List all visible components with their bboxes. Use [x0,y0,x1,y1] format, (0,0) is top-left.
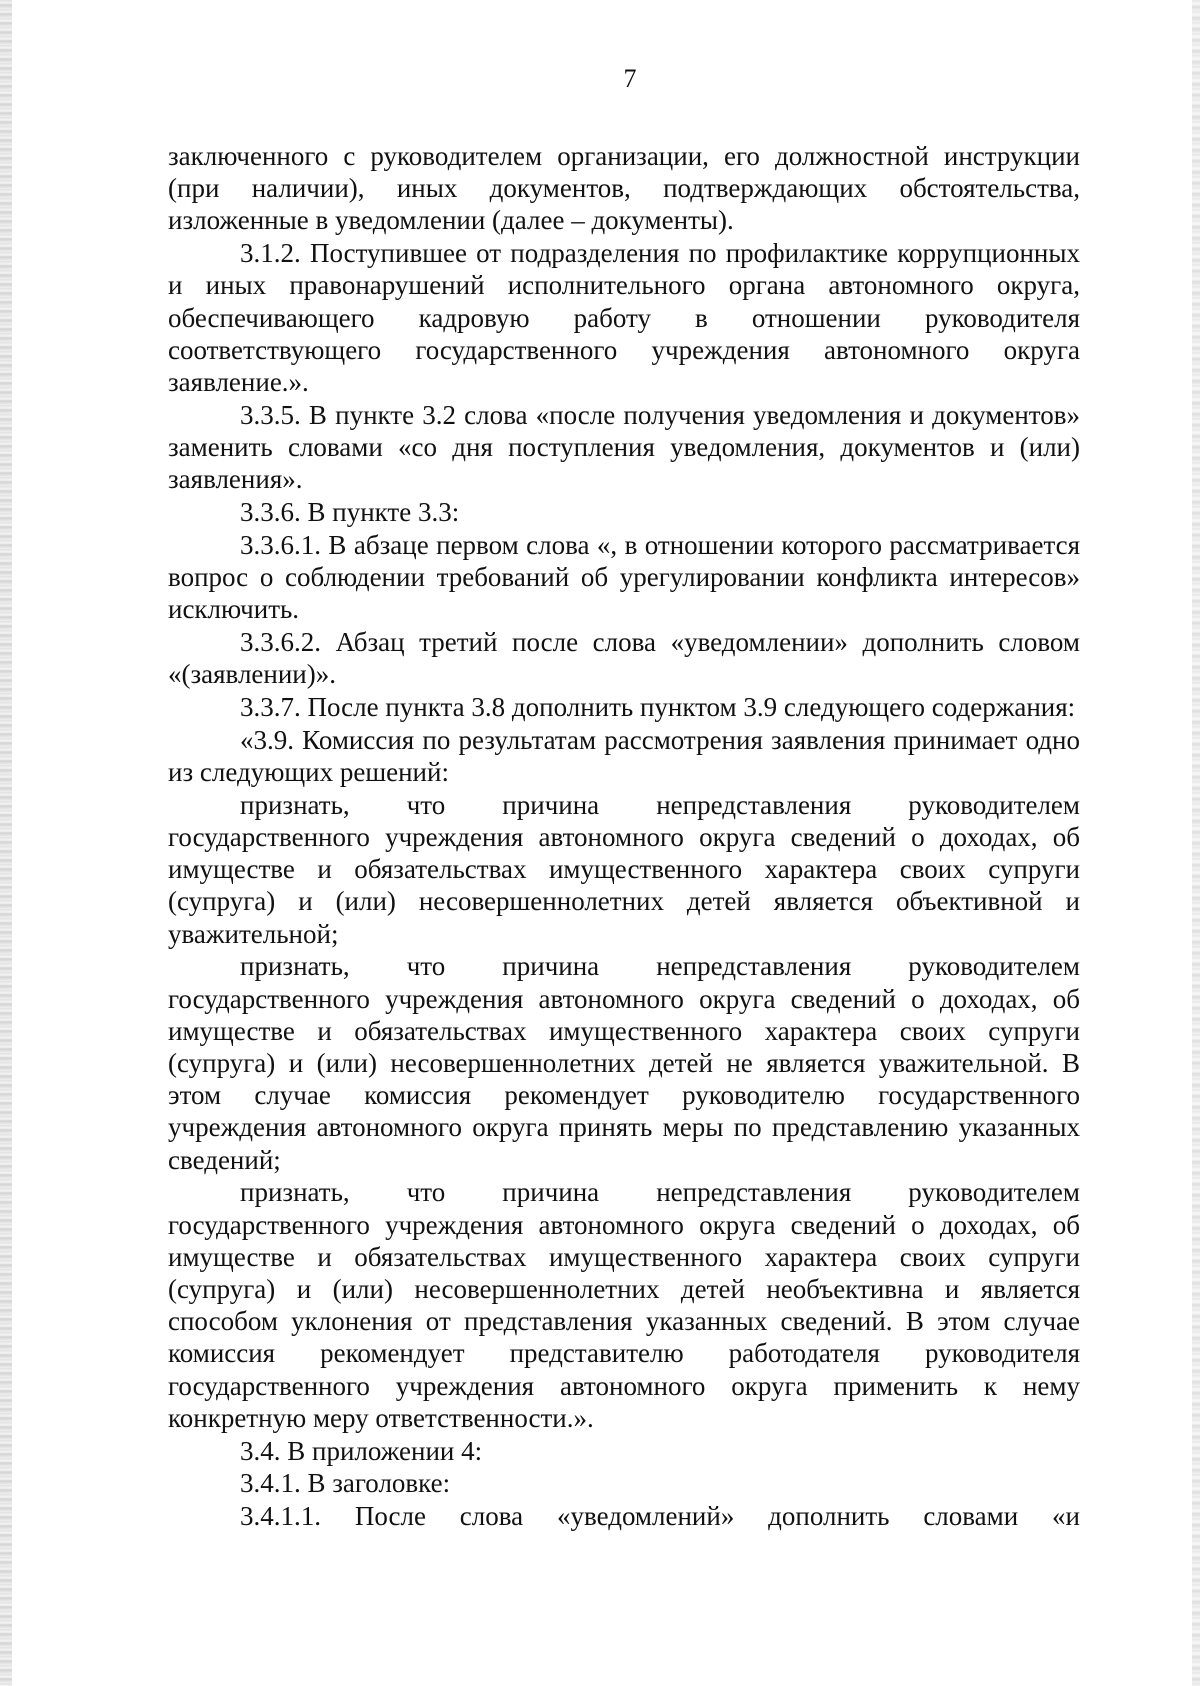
paragraph-3-3-6: 3.3.6. В пункте 3.3: [240,497,460,528]
paragraph-3-3-7: 3.3.7. После пункта 3.8 дополнить пунктом 3.9 следующего содержания: [240,692,1076,723]
scan-right-edge [1192,0,1200,1686]
decision-option-3: признать, что причина непредставления руководителем государственного учреждения автономного округа сведений о доходах, об имуществе и обязательствах имущественного характера своих супруги (супруга) и (или) несовершеннолетних детей необъективна и является способом уклонения от представления указанных сведений. В этом случае комиссия рекомендует представителю работодателя руководителя государственного учреждения автономного округа применить к нему конкретную меру ответственности.». [168,1177,1080,1433]
paragraph-3-4-1: 3.4.1. В заголовке: [240,1468,451,1499]
decision-option-2: признать, что причина непредставления руководителем государственного учреждения автономного округа сведений о доходах, об имуществе и обязательствах имущественного характера своих супруги (супруга) и (или) несовершеннолетних детей не является уважительной. В этом случае комиссия рекомендует руководителю государственного учреждения автономного округа принять меры по представлению указанных сведений; [168,951,1080,1175]
paragraph-3-4-1-1: 3.4.1.1. После слова «уведомлений» дополнить словами «и [240,1501,1080,1532]
document-body [168,140,1080,1532]
paragraph-continuation: заключенного с руководителем организации, его должностной инструкции (при наличии), иных документов, подтверждающих обстоятельства, изложенные в уведомлении (далее – документы). [168,141,1080,236]
decision-option-1: признать, что причина непредставления руководителем государственного учреждения автономного округа сведений о доходах, об имуществе и обязательствах имущественного характера своих супруги (супруга) и (или) несовершеннолетних детей является объективной и уважительной; [168,789,1080,949]
paragraph-3-3-5: 3.3.5. В пункте 3.2 слова «после получения уведомления и документов» заменить словами «со дня поступления уведомления, документов и (или) заявления». [168,399,1080,495]
paragraph-3-3-6-2: 3.3.6.2. Абзац третий после слова «уведомлении» дополнить словом «(заявлении)». [168,627,1080,690]
scan-left-edge [0,0,12,1686]
paragraph-3-4: 3.4. В приложении 4: [240,1435,483,1466]
paragraph-3-1-2: 3.1.2. Поступившее от подразделения по профилактике коррупционных и иных правонарушений исполнительного органа автономного округа, обеспечивающего кадровую работу в отношении руководителя соответствующего государственного учреждения автономного округа заявление.». [168,238,1080,398]
paragraph-3-3-6-1: 3.3.6.1. В абзаце первом слова «, в отношении которого рассматривается вопрос о соблюдении требований об урегулировании конфликта интересов» исключить. [168,529,1080,625]
page-number: 7 [623,64,637,93]
paragraph-3-9: «3.9. Комиссия по результатам рассмотрения заявления принимает одно из следующих решений: [168,724,1080,788]
